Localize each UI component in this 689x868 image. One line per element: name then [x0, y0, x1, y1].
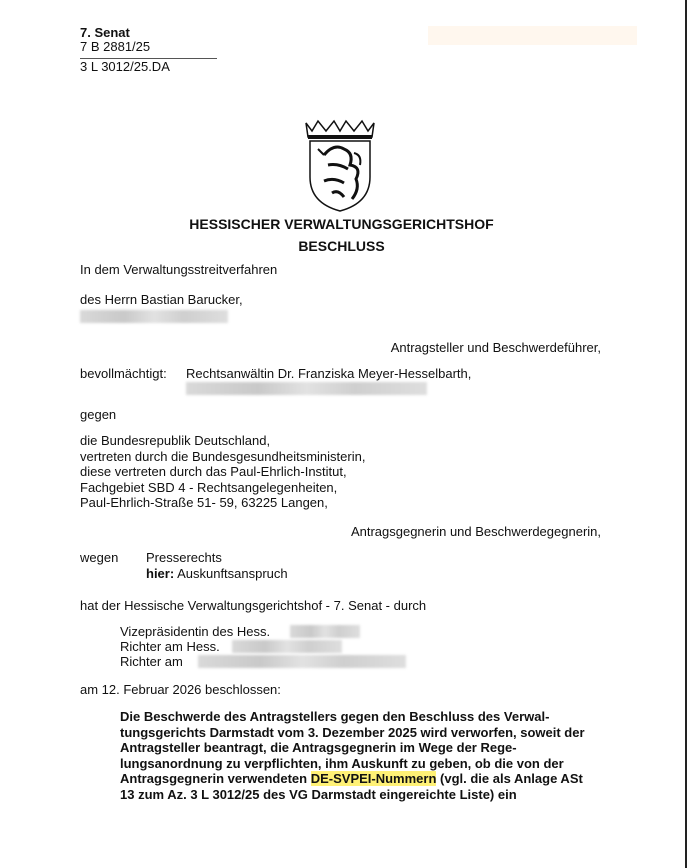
annotation-box — [428, 26, 637, 45]
ruling-text: Die Beschwerde des Antragstellers gegen den Beschluss des Verwaltungsgerichts Darmstadt vom 3. Dezember 2025 wird verworfen, soweit der Antragsteller beantragt, die Antragsgegnerin im Wege der Regelungsanordnung zu verpflichten, ihm Auskunft zu geben, ob die von der Antragsgegnerin verwendeten — [120, 709, 585, 787]
case-number: 7 B 2881/25 — [80, 39, 151, 54]
highlighted-term: DE-SVPEI-Nummern — [310, 771, 437, 787]
panel-intro: hat der Hessische Verwaltungsgerichtshof - 7. Senat - durch — [80, 598, 427, 613]
respondent-line: die Bundesrepublik Deutschland, — [80, 433, 271, 448]
subject-sub-label: hier: — [146, 566, 175, 581]
lower-case-number: 3 L 3012/25.DA — [80, 59, 170, 74]
respondent-role: Antragsgegnerin und Beschwerdegegnerin, — [350, 524, 601, 539]
respondent-line: Fachgebiet SBD 4 - Rechtsangelegenheiten, — [80, 480, 338, 495]
subject-sub-topic: Auskunftsanspruch — [177, 566, 288, 581]
senate-label: 7. Senat — [80, 25, 130, 40]
respondent-line: diese vertreten durch das Paul-Ehrlich-Institut, — [80, 464, 347, 479]
attorney-name: Rechtsanwältin Dr. Franziska Meyer-Hesselbarth, — [186, 366, 472, 381]
date-line: am 12. Februar 2026 beschlossen: — [80, 682, 281, 697]
intro-text: In dem Verwaltungsstreitverfahren — [80, 262, 278, 277]
ruling-text: (vgl. die als Anlage ASt 13 zum Az. 3 L 3012/25 des VG Darmstadt eingereichte Liste) ein — [120, 771, 583, 802]
judge-line: Richter am — [120, 654, 183, 669]
hesse-coat-of-arms-icon — [304, 119, 376, 213]
document-type: BESCHLUSS — [298, 238, 385, 254]
court-title: HESSISCHER VERWALTUNGSGERICHTSHOF — [189, 216, 494, 232]
subject-topic: Presserechts — [146, 550, 222, 565]
respondent-line: Paul-Ehrlich-Straße 51- 59, 63225 Langen, — [80, 495, 328, 510]
redacted-judge-name — [198, 655, 406, 668]
judge-line: Vizepräsidentin des Hess. — [120, 624, 271, 639]
subject-label: wegen — [80, 550, 119, 565]
redacted-judge-name — [290, 625, 360, 638]
respondent-line: vertreten durch die Bundesgesundheitsministerin, — [80, 449, 366, 464]
ruling-paragraph — [120, 709, 590, 803]
attorney-label: bevollmächtigt: — [80, 366, 167, 381]
against-label: gegen — [80, 407, 117, 422]
redacted-address — [80, 310, 228, 323]
redacted-judge-name — [232, 640, 342, 653]
applicant-name: des Herrn Bastian Barucker, — [80, 292, 243, 307]
page-edge — [685, 0, 687, 868]
redacted-attorney-address — [186, 382, 427, 395]
applicant-role: Antragsteller und Beschwerdeführer, — [390, 340, 601, 355]
judge-line: Richter am Hess. — [120, 639, 220, 654]
